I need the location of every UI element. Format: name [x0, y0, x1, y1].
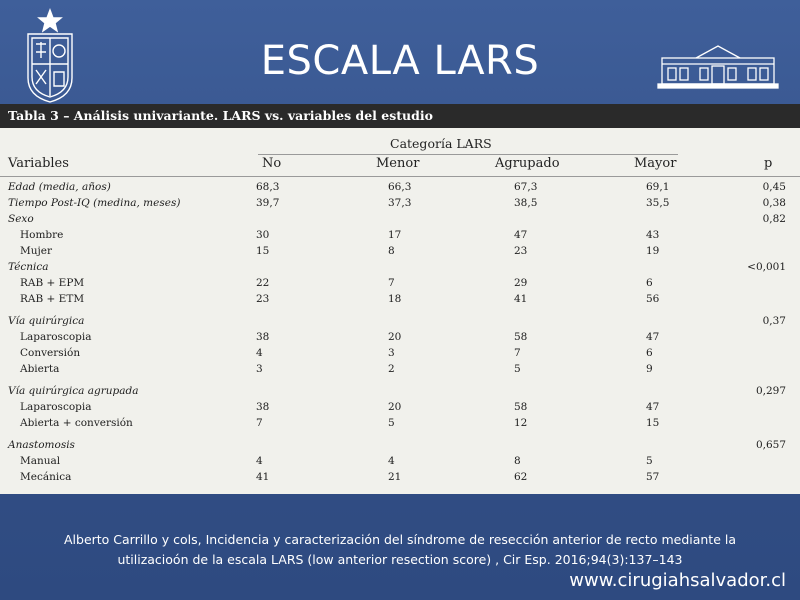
cell-p: <0,001	[747, 261, 786, 273]
cell-menor: 8	[388, 245, 395, 257]
cell-p: 0,657	[755, 439, 786, 451]
row-label: Mujer	[20, 245, 53, 257]
cell-no: 4	[256, 455, 263, 467]
row-label: Hombre	[20, 229, 64, 241]
group-header-rule	[258, 154, 678, 155]
row-label: Anastomosis	[8, 439, 75, 451]
cell-no: 15	[256, 245, 270, 257]
row-label: Conversión	[20, 347, 81, 359]
cell-menor: 4	[388, 455, 395, 467]
cell-agrupado: 8	[514, 455, 521, 467]
cell-agrupado: 38,5	[514, 197, 538, 209]
header-agrupado: Agrupado	[495, 156, 560, 171]
cell-p: 0,82	[762, 213, 786, 225]
row-label: Vía quirúrgica agrupada	[8, 385, 139, 397]
row-label: Abierta + conversión	[20, 417, 133, 429]
row-label: Vía quirúrgica	[8, 315, 85, 327]
header-no: No	[262, 156, 282, 171]
cell-agrupado: 12	[514, 417, 528, 429]
header-p: p	[764, 156, 773, 171]
table-body	[0, 128, 800, 494]
row-label: RAB + EPM	[20, 277, 85, 289]
header-variables: Variables	[8, 156, 69, 171]
cell-agrupado: 23	[514, 245, 528, 257]
cell-agrupado: 58	[514, 331, 528, 343]
cell-no: 3	[256, 363, 263, 375]
cell-no: 23	[256, 293, 270, 305]
cell-menor: 5	[388, 417, 395, 429]
cell-no: 4	[256, 347, 263, 359]
cell-agrupado: 41	[514, 293, 528, 305]
row-label: Manual	[20, 455, 61, 467]
cell-no: 38	[256, 331, 270, 343]
citation-line-1: Alberto Carrillo y cols, Incidencia y caracterización del síndrome de resección anterior de recto mediante la	[63, 532, 737, 547]
row-label: Edad (media, años)	[8, 181, 111, 193]
cell-mayor: 6	[646, 277, 653, 289]
row-label: Laparoscopia	[20, 401, 92, 413]
cell-p: 0,297	[755, 385, 786, 397]
cell-no: 38	[256, 401, 270, 413]
cell-p: 0,45	[762, 181, 786, 193]
cell-mayor: 6	[646, 347, 653, 359]
group-header: Categoría LARS	[390, 136, 492, 151]
row-label: Laparoscopia	[20, 331, 92, 343]
cell-mayor: 47	[646, 401, 660, 413]
cell-agrupado: 5	[514, 363, 521, 375]
cell-menor: 7	[388, 277, 395, 289]
cell-mayor: 35,5	[646, 197, 670, 209]
website-url: www.cirugiahsalvador.cl	[569, 570, 786, 591]
cell-mayor: 56	[646, 293, 660, 305]
cell-mayor: 69,1	[646, 181, 670, 193]
cell-mayor: 9	[646, 363, 653, 375]
cell-agrupado: 7	[514, 347, 521, 359]
cell-no: 30	[256, 229, 270, 241]
lars-table	[0, 104, 800, 494]
cell-no: 41	[256, 471, 270, 483]
cell-agrupado: 58	[514, 401, 528, 413]
cell-menor: 3	[388, 347, 395, 359]
row-label: Tiempo Post-IQ (medina, meses)	[8, 197, 181, 209]
cell-menor: 2	[388, 363, 395, 375]
row-label: Mecánica	[20, 471, 72, 483]
citation-line-2: utilizacioón de la escala LARS (low anterior resection score) , Cir Esp. 2016;94(3):137–143	[117, 552, 683, 567]
cell-menor: 20	[388, 401, 402, 413]
row-label: Abierta	[20, 363, 60, 375]
cell-p: 0,37	[762, 315, 786, 327]
cell-mayor: 19	[646, 245, 660, 257]
cell-menor: 17	[388, 229, 402, 241]
cell-no: 68,3	[256, 181, 280, 193]
cell-menor: 37,3	[388, 197, 412, 209]
cell-agrupado: 29	[514, 277, 528, 289]
cell-p: 0,38	[762, 197, 786, 209]
cell-agrupado: 62	[514, 471, 528, 483]
cell-menor: 20	[388, 331, 402, 343]
row-label: Técnica	[8, 261, 49, 273]
cell-menor: 66,3	[388, 181, 412, 193]
cell-mayor: 15	[646, 417, 660, 429]
cell-mayor: 47	[646, 331, 660, 343]
cell-agrupado: 47	[514, 229, 528, 241]
cell-mayor: 43	[646, 229, 660, 241]
citation	[40, 530, 760, 570]
row-label: RAB + ETM	[20, 293, 85, 305]
cell-mayor: 5	[646, 455, 653, 467]
row-label: Sexo	[8, 213, 34, 225]
header-menor: Menor	[376, 156, 420, 171]
cell-menor: 21	[388, 471, 402, 483]
cell-agrupado: 67,3	[514, 181, 538, 193]
cell-mayor: 57	[646, 471, 660, 483]
header-mayor: Mayor	[634, 156, 677, 171]
cell-no: 39,7	[256, 197, 280, 209]
cell-menor: 18	[388, 293, 402, 305]
header-rule	[0, 176, 800, 177]
cell-no: 22	[256, 277, 270, 289]
table-caption: Tabla 3 – Análisis univariante. LARS vs. variables del estudio	[0, 104, 800, 128]
cell-no: 7	[256, 417, 263, 429]
slide-title: ESCALA LARS	[260, 38, 540, 84]
